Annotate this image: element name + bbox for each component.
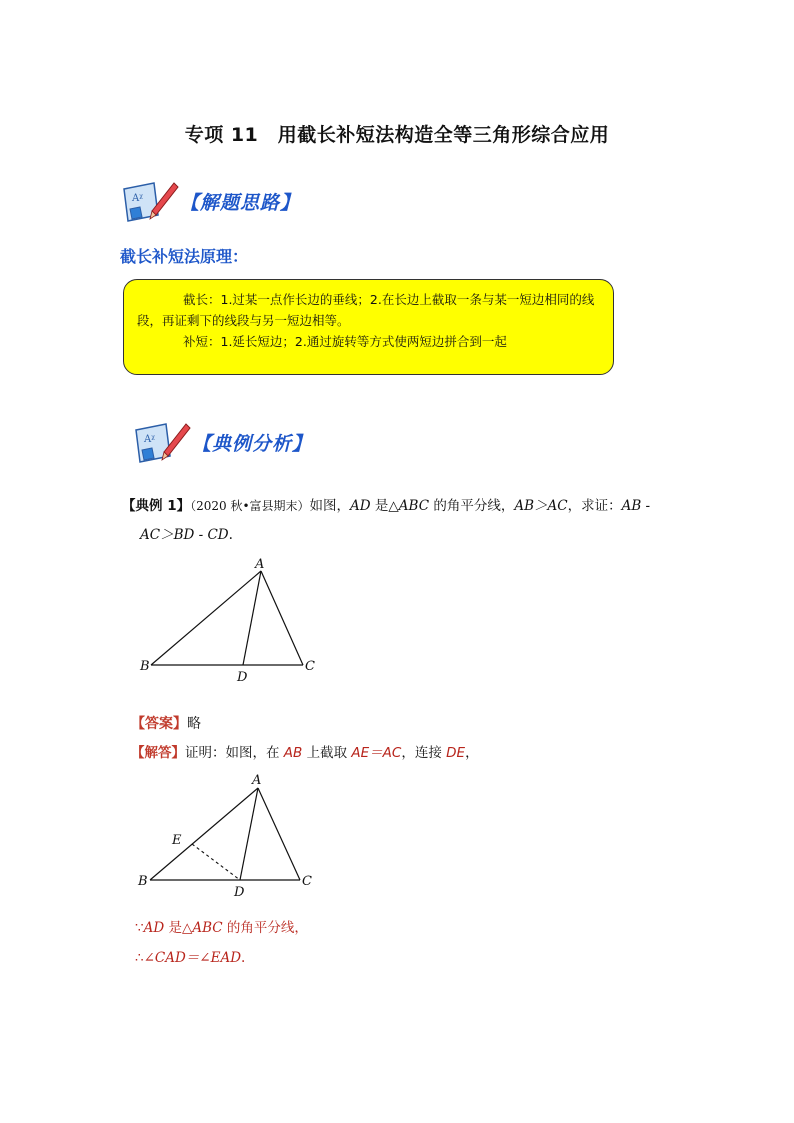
example-1-text: 是△	[370, 498, 399, 514]
solution-text: ，连接	[401, 745, 447, 761]
figure-1-label-a: A	[255, 557, 265, 572]
note-pencil-icon	[130, 418, 192, 466]
example-1-text: ，求证：	[567, 498, 622, 514]
solution-de: DE	[446, 745, 466, 761]
example-1-statement	[122, 492, 672, 550]
figure-1-label-c: C	[305, 659, 315, 674]
example-analysis-badge	[130, 418, 312, 466]
example-1-condition: AB＞AC	[514, 498, 568, 514]
proof-angle-equality: ∠CAD＝∠EAD	[143, 950, 242, 966]
proof-ad: AD	[143, 920, 165, 936]
solution-text: 上截取	[302, 745, 352, 761]
figure-2-label-e: E	[172, 833, 182, 848]
figure-2-side-ab	[150, 788, 258, 880]
proof-therefore-line	[135, 946, 245, 966]
proof-because-line	[135, 916, 308, 936]
figure-2-label-a: A	[252, 773, 262, 788]
svg-text:Aᵡ: Aᵡ	[144, 434, 156, 445]
figure-1-bisector-ad	[243, 571, 261, 665]
solution-text: ，	[465, 745, 479, 761]
example-1-lead: 【典例 1】	[122, 498, 191, 514]
figure-2-side-ac	[258, 788, 300, 880]
figure-1-triangle	[135, 555, 335, 685]
principle-extend-line: 补短：1.延长短边；2.通过旋转等方式使两短边拼合到一起	[183, 334, 507, 349]
proof-text: 的角平分线，	[222, 920, 308, 936]
proof-abc: ABC	[192, 920, 223, 936]
figure-2-segment-de	[192, 844, 240, 880]
figure-1-side-ab	[151, 571, 261, 665]
example-1-ab: AB -	[621, 498, 651, 514]
answer-line	[131, 713, 201, 733]
approach-badge	[118, 177, 300, 225]
solution-text: 证明：如图，在	[185, 745, 284, 761]
proof-text: 是△	[164, 920, 193, 936]
svg-text:Aᵡ: Aᵡ	[132, 193, 144, 204]
example-1-end: .	[228, 527, 233, 543]
approach-badge-label: 【解题思路】	[180, 191, 301, 214]
figure-2-triangle	[130, 770, 330, 900]
example-1-abc: ABC	[398, 498, 430, 514]
because-symbol: ∵	[135, 920, 144, 936]
solution-line	[131, 741, 479, 761]
proof-end: .	[241, 950, 246, 966]
principle-box	[123, 279, 614, 375]
answer-label: 【答案】	[131, 716, 187, 732]
example-1-source: （2020 秋•富县期末）	[190, 499, 310, 513]
figure-1-side-ac	[261, 571, 303, 665]
example-1-conclusion: AC＞BD - CD	[140, 527, 229, 543]
page-title: 专项 11 用截长补短法构造全等三角形综合应用	[184, 124, 610, 146]
figure-2-label-d: D	[234, 885, 245, 900]
figure-2-label-b: B	[138, 874, 148, 889]
example-analysis-badge-label: 【典例分析】	[192, 432, 313, 455]
solution-ae-ac: AE＝AC	[351, 745, 402, 761]
solution-ab: AB	[283, 745, 303, 761]
note-pencil-icon	[118, 177, 180, 225]
example-1-ad: AD	[350, 498, 371, 514]
solution-label: 【解答】	[131, 745, 185, 761]
figure-1-label-d: D	[237, 670, 248, 685]
answer-value: 略	[187, 716, 201, 732]
example-1-text: 的角平分线，	[429, 498, 515, 514]
principle-cut-line: 截长：1.过某一点作长边的垂线；2.在长边上截取一条与某一短边相同的线段，再证剩下的线段与另一短边相等。	[137, 292, 595, 328]
figure-2-label-c: C	[302, 874, 312, 889]
example-1-text: 如图，	[309, 498, 351, 514]
principle-heading: 截长补短法原理：	[120, 247, 249, 266]
figure-1-label-b: B	[140, 659, 150, 674]
therefore-symbol: ∴	[135, 950, 144, 966]
